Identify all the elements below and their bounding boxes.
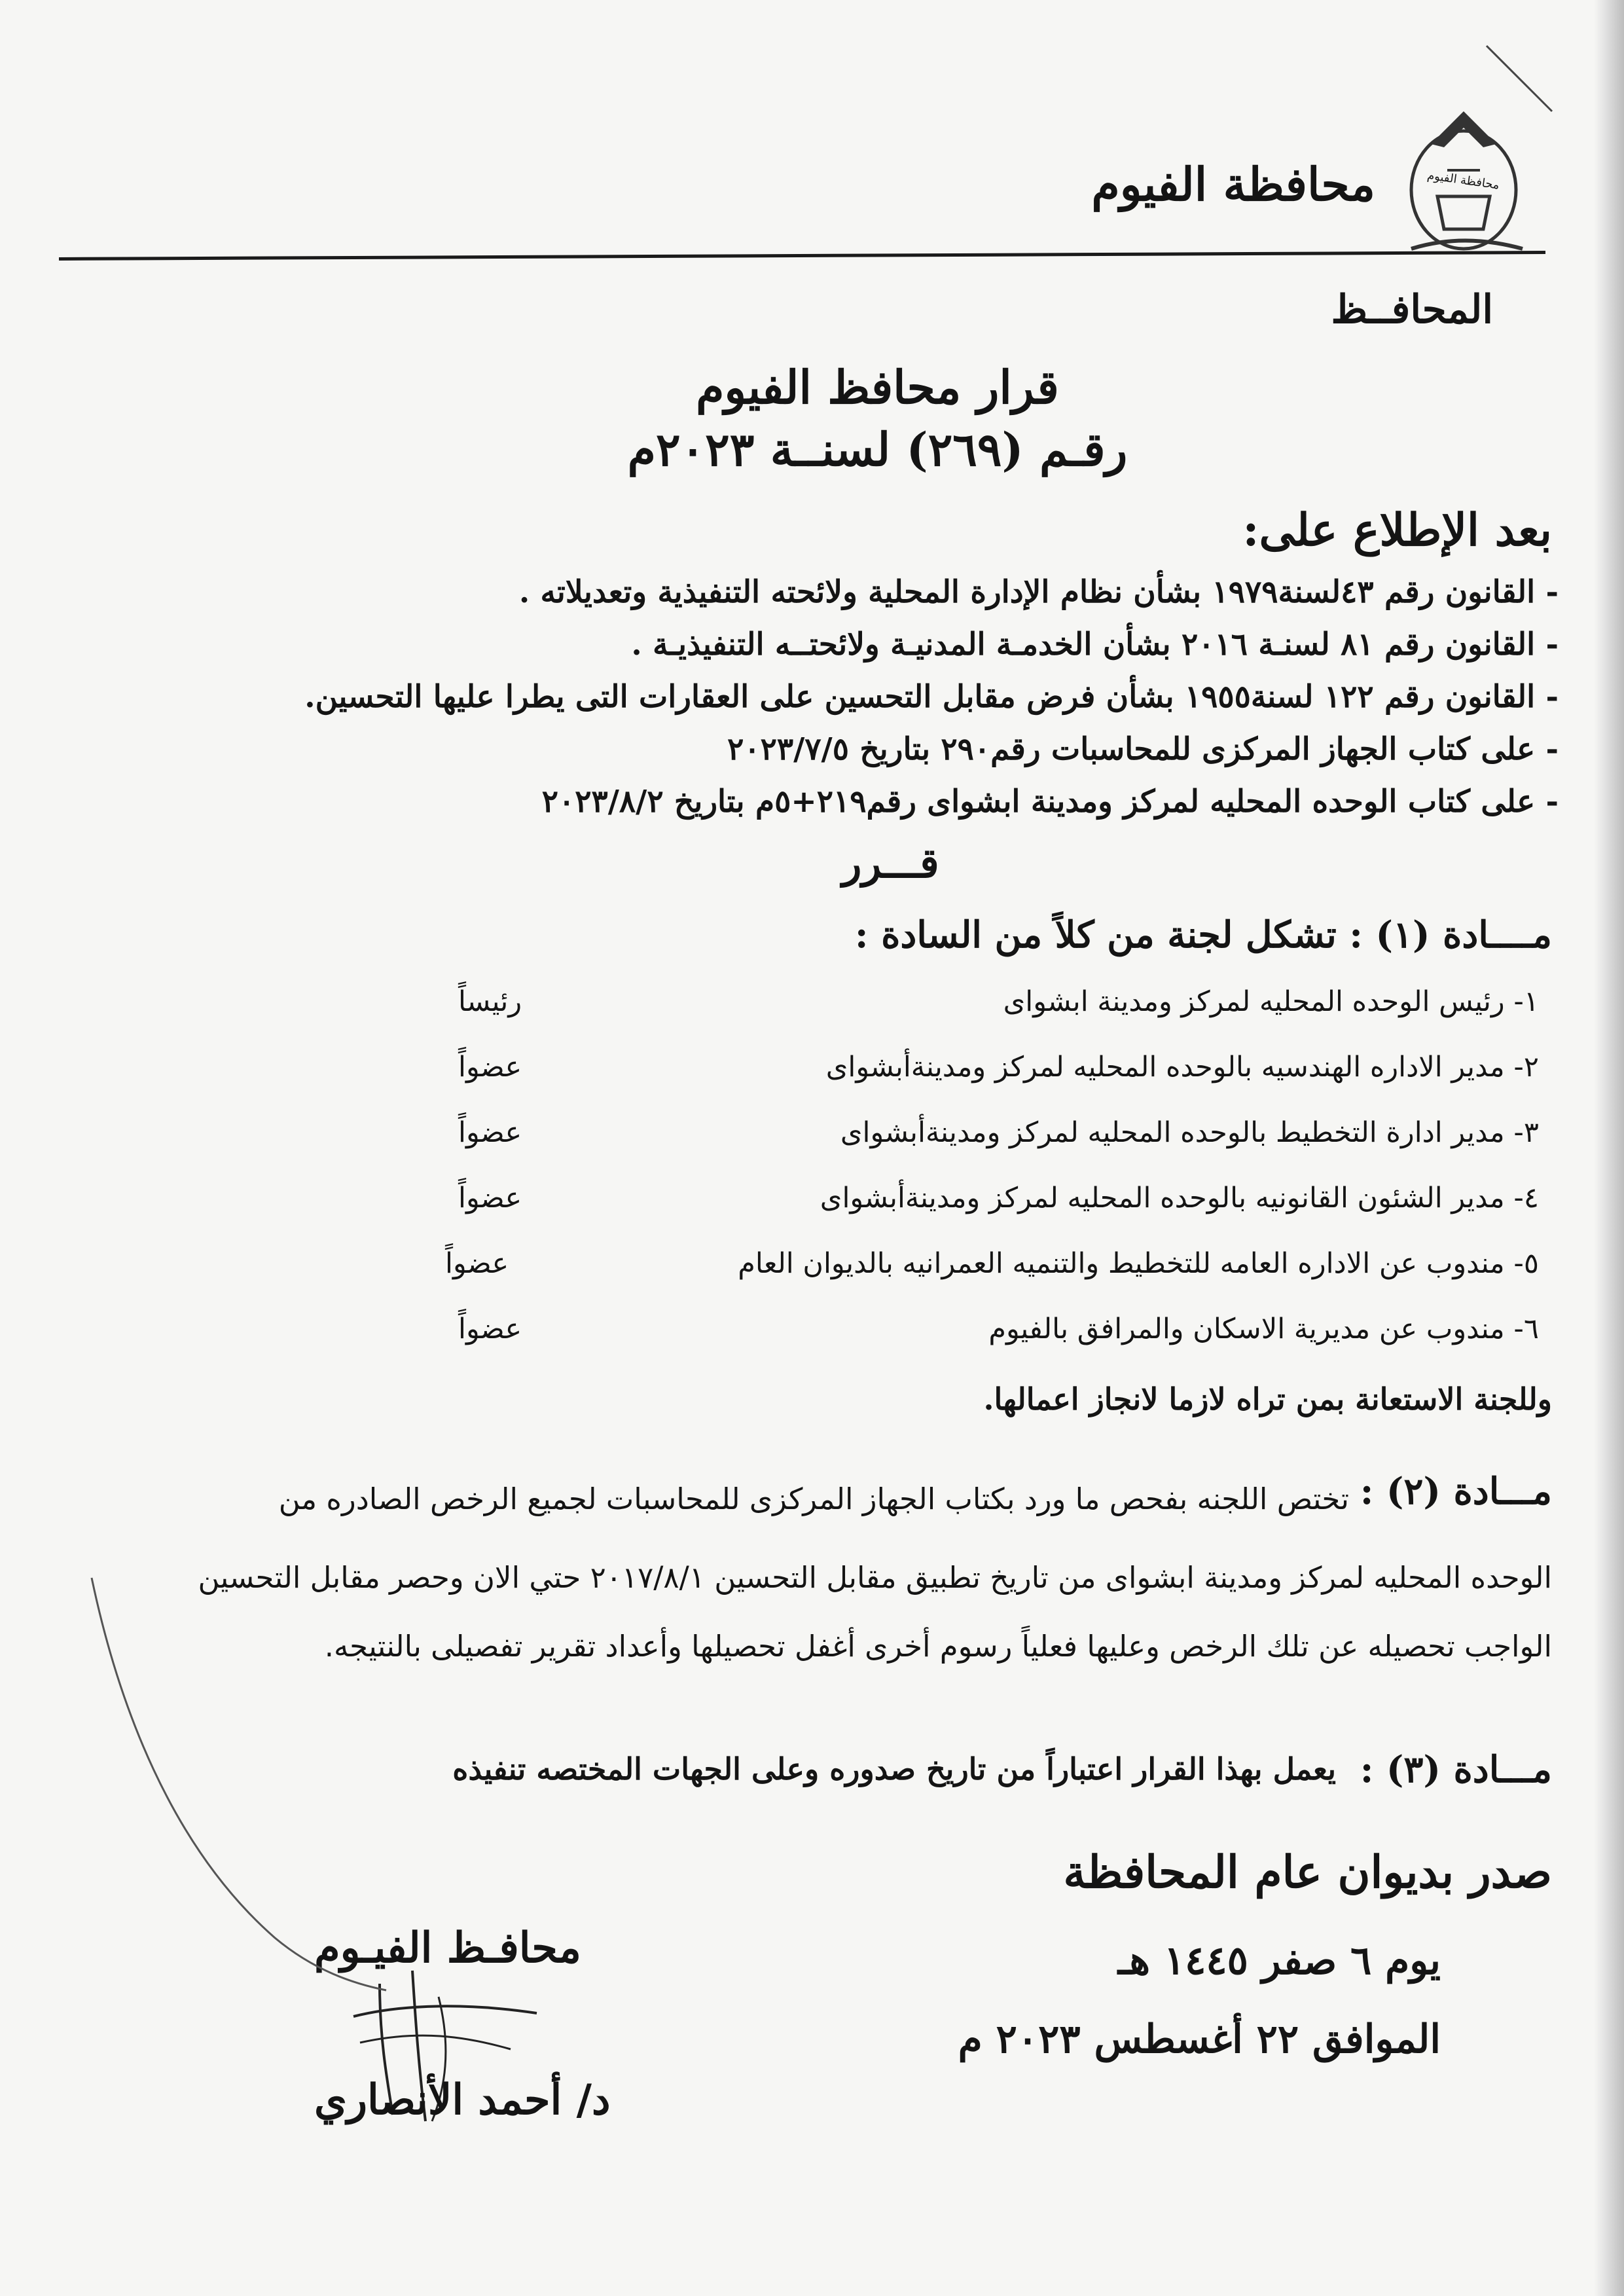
emblem-text: محافظة الفيوم bbox=[1426, 168, 1500, 192]
article-3-text: يعمل بهذا القرار اعتباراً من تاريخ صدوره وعلى الجهات المختصه تنفيذه bbox=[452, 1751, 1336, 1787]
article-2-line: الوحده المحليه لمركز ومدينة ابشواى من تاريخ تطبيق مقابل التحسين ٢٠١٧/٨/١ حتي الان وحصر مقابل التحسين bbox=[198, 1560, 1552, 1595]
committee-members bbox=[738, 985, 1539, 1378]
list-item: ٥- مندوب عن الاداره العامه للتخطيط والتنميه العمرانيه بالديوان العام bbox=[738, 1247, 1539, 1280]
article-2-heading: مـــادة (٢) : bbox=[1360, 1470, 1552, 1513]
list-item: ١- رئيس الوحده المحليه لمركز ومدينة ابشواى bbox=[1003, 985, 1539, 1018]
list-item: ٣- مدير ادارة التخطيط بالوحده المحليه لمركز ومدينةأبشواى bbox=[840, 1116, 1539, 1149]
issued-place: صدر بديوان عام المحافظة bbox=[1063, 1846, 1552, 1899]
list-item: - على كتاب الجهاز المركزى للمحاسبات رقم٢٩٠ بتاريخ ٢٠٢٣/٧/٥ bbox=[727, 731, 1559, 767]
article-2-line: الواجب تحصيله عن تلك الرخص وعليها فعلياً رسوم أخرى أغفل تحصيلها وأعداد تقرير تفصيلى بالنتيجه. bbox=[324, 1629, 1552, 1664]
governorate-emblem bbox=[1392, 98, 1536, 268]
article-1-heading: مــــادة (١) : تشكل لجنة من كلاً من السادة : bbox=[854, 913, 1552, 957]
member-role: عضواً bbox=[458, 1116, 522, 1149]
list-item: - القانون رقم ٤٣لسنة١٩٧٩ بشأن نظام الإدارة المحلية ولائحته التنفيذية وتعديلاته . bbox=[518, 574, 1559, 610]
member-role: عضواً bbox=[458, 1313, 522, 1345]
header-rule bbox=[59, 251, 1545, 261]
member-role: عضواً bbox=[458, 1182, 522, 1214]
article-2-line: تختص اللجنه بفحص ما ورد بكتاب الجهاز المركزى للمحاسبات لجميع الرخص الصادره من bbox=[278, 1482, 1349, 1516]
gregorian-date: الموافق ٢٢ أغسطس ٢٠٢٣ م bbox=[958, 2016, 1441, 2062]
list-item: - القانون رقم ١٢٢ لسنة١٩٥٥ بشأن فرض مقابل التحسين على العقارات التى يطرا عليها التحسين. bbox=[304, 679, 1559, 715]
list-item: ٦- مندوب عن مديرية الاسكان والمرافق بالفيوم bbox=[988, 1313, 1539, 1345]
decision-number: رقـم (٢٦٩) لسنــة ٢٠٢٣م bbox=[627, 422, 1128, 477]
signatory-name: د/ أحمد الأنصاري bbox=[314, 2075, 611, 2124]
list-item: - القانون رقم ٨١ لسنـة ٢٠١٦ بشأن الخدمـة المدنيـة ولائحتــه التنفيذيـة . bbox=[631, 627, 1559, 663]
preamble-heading: بعد الإطلاع على: bbox=[1242, 504, 1552, 556]
member-role: عضواً bbox=[458, 1051, 522, 1084]
governorate-name: محافظة الفيوم bbox=[1091, 157, 1375, 211]
pencil-mark bbox=[79, 1571, 393, 1999]
decided-heading: قـــرر bbox=[842, 839, 939, 887]
list-item: ٤- مدير الشئون القانونيه بالوحده المحليه لمركز ومدينةأبشواى bbox=[820, 1182, 1539, 1214]
pen-mark bbox=[1480, 39, 1559, 120]
preamble-list bbox=[304, 566, 1559, 828]
member-role: رئيساً bbox=[458, 985, 522, 1018]
decision-title: قرار محافظ الفيوم bbox=[696, 360, 1059, 414]
list-item: ٢- مدير الاداره الهندسيه بالوحده المحليه لمركز ومدينةأبشواى bbox=[825, 1051, 1539, 1084]
signature-title: محافـظ الفيـوم bbox=[314, 1923, 581, 1973]
member-role: عضواً bbox=[445, 1247, 509, 1280]
article-3-heading: مـــادة (٣) : bbox=[1360, 1748, 1552, 1791]
scan-edge bbox=[1594, 0, 1624, 2296]
list-item: - على كتاب الوحده المحليه لمركز ومدينة ابشواى رقم٢١٩+٥م بتاريخ ٢٠٢٣/٨/٢ bbox=[541, 784, 1559, 820]
hijri-date: يوم ٦ صفر ١٤٤٥ هـ bbox=[1117, 1938, 1441, 1984]
office-name: المحافــظ bbox=[1331, 287, 1493, 333]
article-1-note: وللجنة الاستعانة بمن تراه لازما لانجاز اعمالها. bbox=[983, 1381, 1552, 1417]
